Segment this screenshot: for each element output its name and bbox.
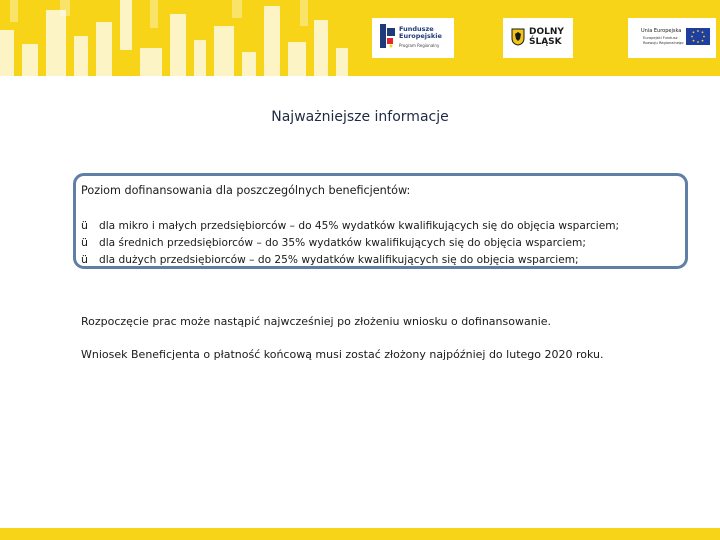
fundusze-europejskie-logo	[372, 18, 454, 58]
list-item-text: dla dużych przedsiębiorców – do 25% wydatków kwalifikujących się do objęcia wsparciem;	[99, 254, 579, 266]
eu-flag-icon	[686, 28, 710, 45]
slask-text: ŚLĄSK	[529, 37, 562, 47]
fundusze-text: Fundusze	[399, 25, 434, 33]
header-band	[0, 0, 720, 76]
footer-band	[0, 528, 720, 540]
dolny-text: DOLNY	[529, 27, 564, 37]
checkmark-icon: ü	[81, 236, 88, 249]
funding-level-list	[81, 219, 619, 270]
list-item	[81, 253, 619, 270]
box-heading: Poziom dofinansowania dla poszczególnych beneficjentów:	[81, 184, 411, 197]
decorative-pattern	[0, 0, 720, 76]
checkmark-icon: ü	[81, 219, 88, 232]
list-item	[81, 219, 619, 236]
unia-europejska-text: Unia Europejska	[641, 28, 682, 34]
funding-levels-box	[73, 173, 688, 269]
list-item-text: dla mikro i małych przedsiębiorców – do 45% wydatków kwalifikujących się do objęcia wsparciem;	[99, 220, 620, 232]
dolny-slask-logo	[503, 18, 573, 58]
efrr-line2: Rozwoju Regionalnego	[643, 40, 684, 45]
europejskie-text: Europejskie	[399, 32, 442, 40]
list-item	[81, 236, 619, 253]
final-payment-paragraph: Wniosek Beneficjenta o płatność końcową musi zostać złożony najpóźniej do lutego 2020 roku.	[81, 348, 604, 361]
efrr-text	[643, 36, 683, 45]
eagle-crest-icon	[511, 28, 525, 46]
fundusze-star-icon	[380, 24, 396, 48]
list-item-text: dla średnich przedsiębiorców – do 35% wydatków kwalifikujących się do objęcia wsparciem;	[99, 237, 586, 249]
work-start-paragraph: Rozpoczęcie prac może nastąpić najwcześniej po złożeniu wniosku o dofinansowanie.	[81, 315, 552, 328]
program-regionalny-text: Program Regionalny	[399, 43, 440, 48]
checkmark-icon: ü	[81, 253, 88, 266]
efrr-line1: Europejski Fundusz	[643, 36, 678, 40]
page-title: Najważniejsze informacje	[271, 109, 449, 125]
unia-europejska-logo	[628, 18, 716, 58]
